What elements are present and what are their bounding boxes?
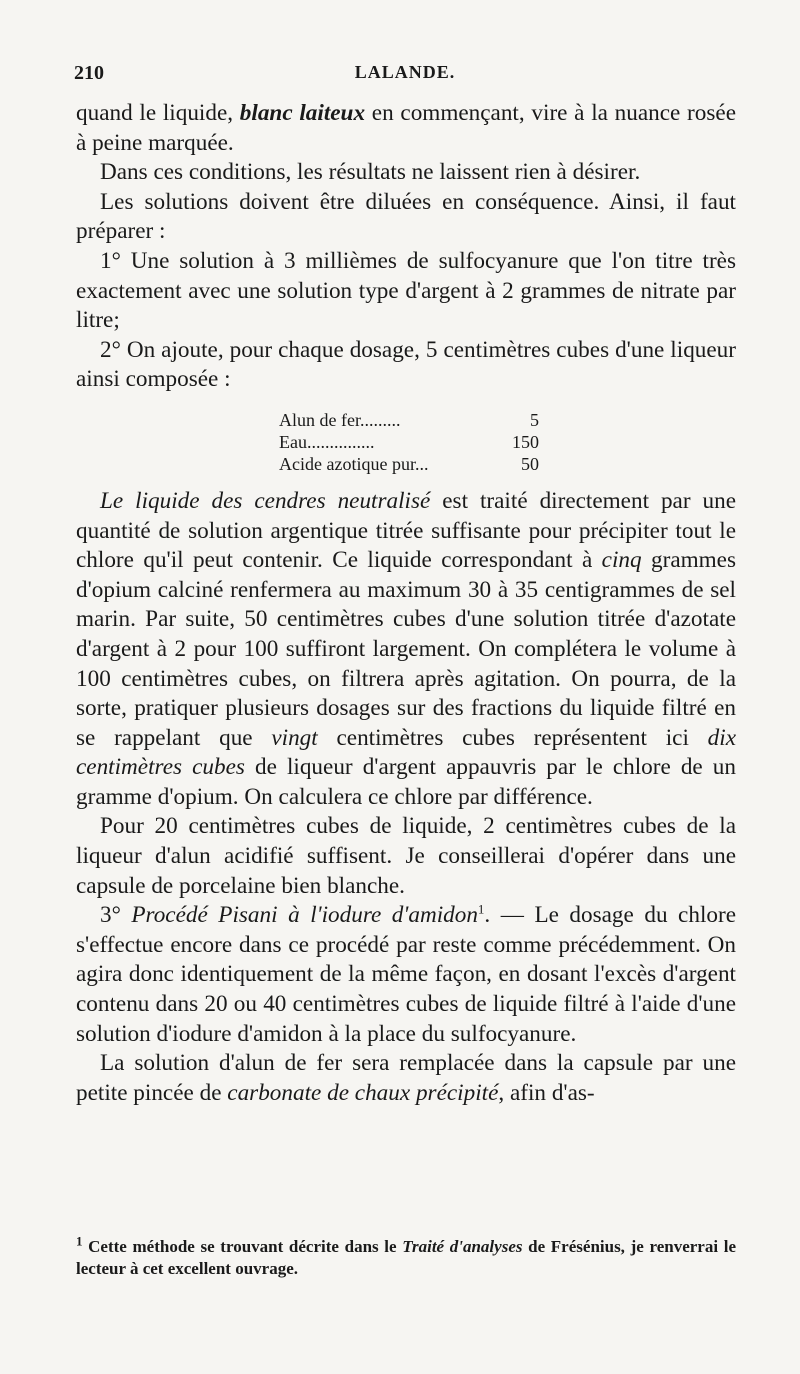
- recipe-row: [279, 409, 539, 431]
- recipe-quantity: 50: [521, 453, 539, 474]
- footnote-marker: 1: [76, 1233, 83, 1249]
- paragraph: [76, 247, 736, 336]
- page-header: [74, 62, 736, 92]
- paragraph: [76, 487, 736, 813]
- bold-italic-text: blanc laiteux: [239, 100, 366, 126]
- footnote-ref: 1: [477, 901, 485, 917]
- text-run: est traité directement par une quantité de solution argentique titrée suffisante pour précipiter tout le chlore qu'il peut contenir. Ce liquide correspondant à: [76, 487, 737, 574]
- paragraph: [76, 336, 736, 395]
- italic-text: vingt: [271, 724, 318, 751]
- footnote: [76, 1233, 736, 1280]
- body-text: [76, 99, 736, 1108]
- italic-text: Le liquide des cendres neutralisé: [100, 487, 431, 514]
- recipe-table: [279, 409, 736, 475]
- text-run: en commençant, vire à la nuance rosée à peine marquée.: [76, 100, 736, 156]
- recipe-row: [279, 431, 539, 453]
- italic-text: carbonate de chaux précipité: [227, 1079, 499, 1106]
- text-run: 2° On ajoute, pour chaque dosage, 5 centimètres cubes d'une liqueur ainsi composée :: [76, 336, 736, 393]
- text-run: centimètres cubes représentent ici: [317, 724, 708, 751]
- italic-text: dix centimètres cubes: [76, 724, 736, 781]
- text-run: quand le liquide,: [76, 100, 240, 126]
- text-run: Les solutions doivent être diluées en conséquence. Ainsi, il faut préparer :: [76, 188, 736, 245]
- text-run: 1° Une solution à 3 millièmes de sulfocyanure que l'on titre très exactement avec une solution type d'argent à 2 grammes de nitrate par litre;: [76, 247, 736, 334]
- italic-text: Procédé Pisani à l'iodure d'amidon: [131, 902, 478, 929]
- text-run: grammes d'opium calciné renfermera au maximum 30 à 35 centigrammes de sel marin. Par suite, 50 centimètres cubes d'une solution titrée d'azotate d'argent à 2 pour 100 suffiront largement. On complétera le volume à 100 centimètres cubes, on filtrera après agitation. On pourra, de la sorte, pratiquer plusieurs dosages sur des fractions du liquide filtré en se rappelant que: [76, 547, 736, 751]
- paragraph: [76, 158, 736, 188]
- recipe-item: Eau...............: [279, 431, 375, 452]
- page-number: 210: [74, 62, 104, 84]
- text-run: , afin d'as-: [498, 1079, 595, 1106]
- recipe-item: Acide azotique pur...: [279, 453, 429, 474]
- recipe-row: [279, 453, 539, 475]
- text-run: de liqueur d'argent appauvris par le chlore de un gramme d'opium. On calculera ce chlore par différence.: [76, 754, 736, 810]
- text-run: La solution d'alun de fer sera remplacée dans la capsule par une petite pincée de: [76, 1050, 736, 1106]
- paragraph: [76, 901, 736, 1049]
- paragraph: [76, 99, 736, 158]
- recipe-item: Alun de fer.........: [279, 409, 401, 430]
- text-run: Dans ces conditions, les résultats ne laissent rien à désirer.: [100, 159, 641, 186]
- footnote-book-title: Traité d'analyses: [402, 1237, 523, 1256]
- running-title: LALANDE.: [354, 62, 456, 82]
- italic-text: cinq: [601, 547, 642, 574]
- text-run: 3°: [100, 902, 132, 929]
- text-run: . — Le dosage du chlore s'effectue encore dans ce procédé par reste comme précédemment. On agira donc identiquement de la même façon, en dosant l'excès d'argent contenu dans 20 ou 40 centimètres cubes de liquide filtré à l'aide d'une solution d'iodure d'amidon à la place du sulfocyanure.: [76, 902, 736, 1047]
- footnote-text-end: de Frésénius, je renverrai le lecteur à cet excellent ouvrage.: [76, 1237, 736, 1278]
- paragraph: [76, 812, 736, 901]
- recipe-quantity: 5: [530, 409, 539, 430]
- paragraph: [76, 188, 736, 247]
- paragraph: [76, 1049, 736, 1108]
- footnote-text: Cette méthode se trouvant décrite dans le: [82, 1237, 403, 1256]
- text-run: Pour 20 centimètres cubes de liquide, 2 centimètres cubes de la liqueur d'alun acidifié suffisent. Je conseillerai d'opérer dans une capsule de porcelaine bien blanche.: [76, 813, 736, 899]
- recipe-quantity: 150: [512, 431, 539, 452]
